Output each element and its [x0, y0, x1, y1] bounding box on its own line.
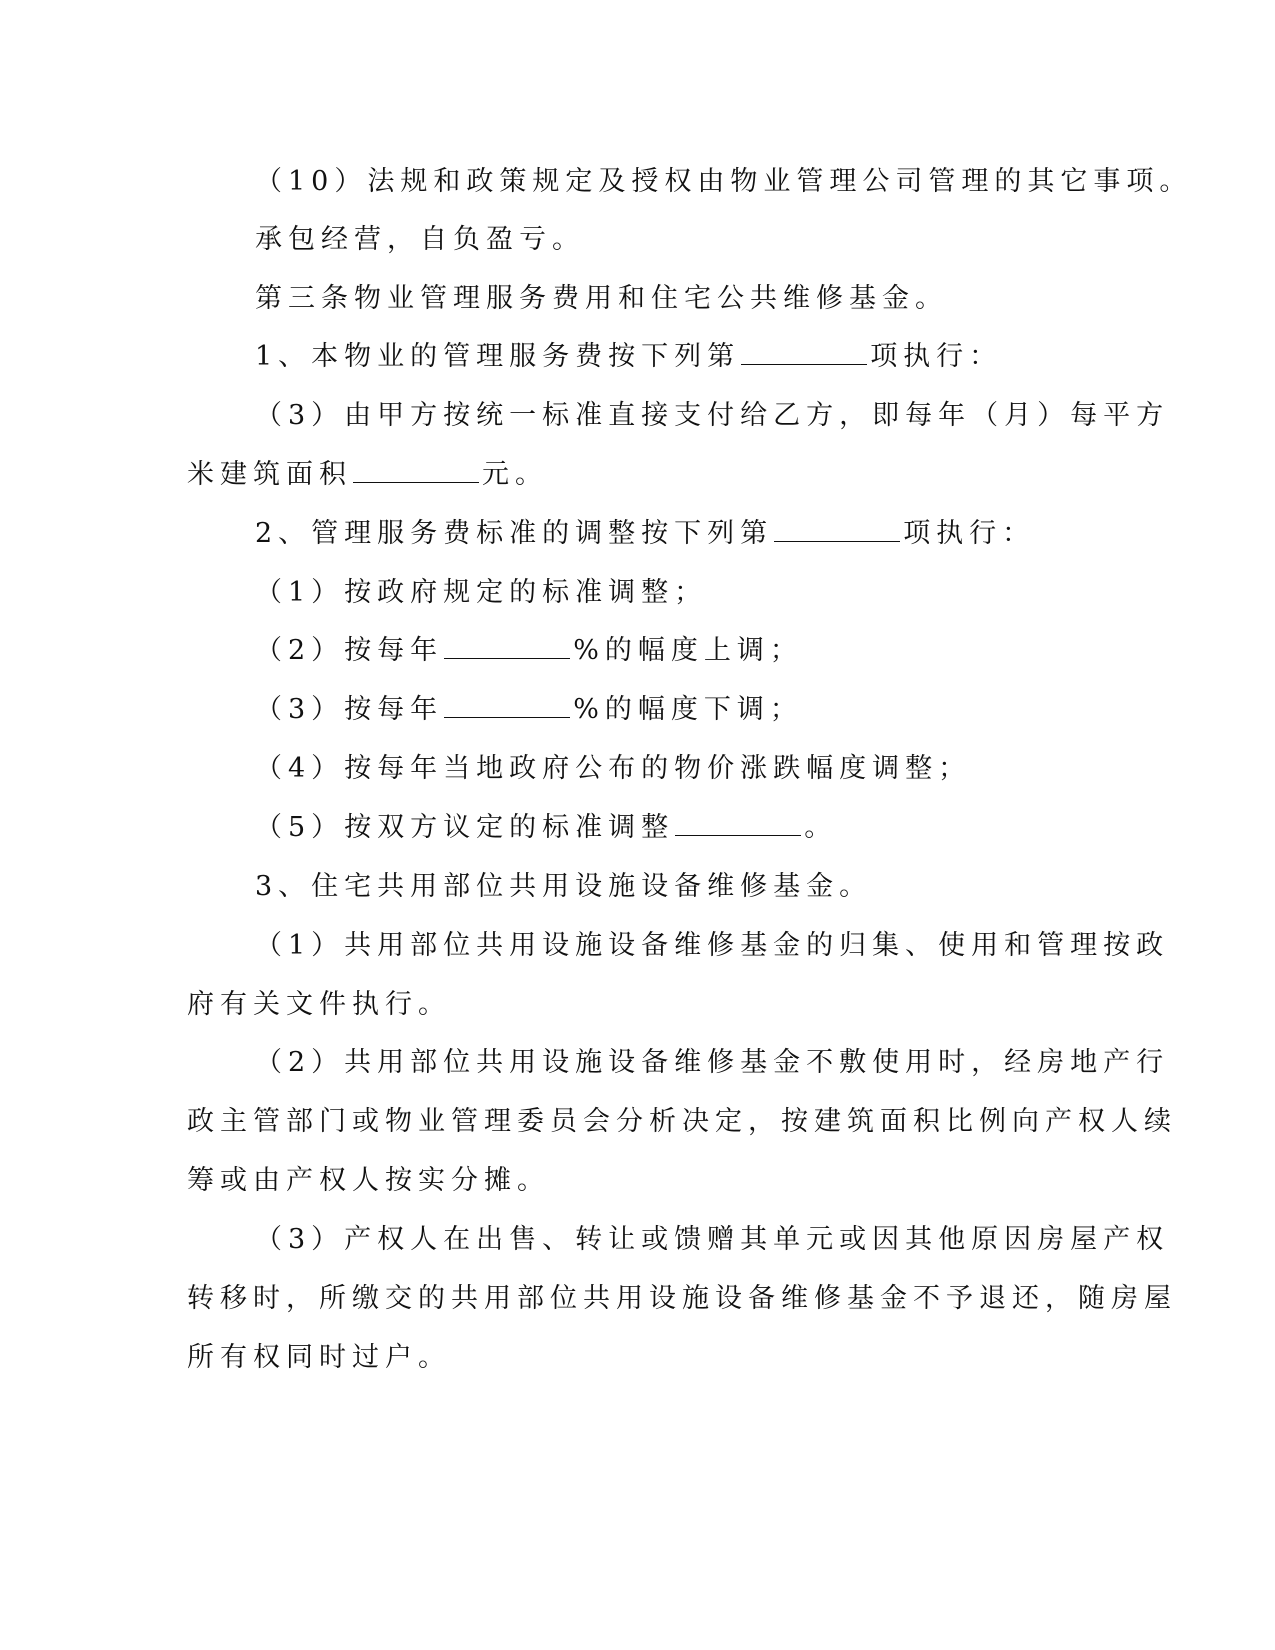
fund-option-3-continuation-2: 所有权同时过户。: [187, 1342, 451, 1373]
fill-in-blank[interactable]: [353, 460, 479, 483]
article-3-heading: 第三条物业管理服务费用和住宅公共维修基金。: [255, 283, 948, 314]
fill-in-blank[interactable]: [774, 519, 900, 542]
fund-option-2-continuation-2: 筹或由产权人按实分摊。: [187, 1165, 550, 1196]
adjust-option-4: （4）按每年当地政府公布的物价涨跌幅度调整；: [255, 753, 972, 784]
adjust-option-2: （2）按每年 %的幅度上调；: [255, 635, 803, 666]
adjust-option-5: （5）按双方议定的标准调整 。: [255, 812, 838, 843]
fill-in-blank[interactable]: [444, 695, 570, 718]
fund-option-3-text: （3）产权人在出售、转让或馈赠其单元或因其他原因房屋产权: [255, 1224, 1170, 1255]
fund-option-2-continuation: 政主管部门或物业管理委员会分析决定，按建筑面积比例向产权人续: [187, 1106, 1177, 1137]
fee-option-3-text: （3）由甲方按统一标准直接支付给乙方，即每年（月）每平方: [255, 400, 1170, 431]
fee-item-1: 1、本物业的管理服务费按下列第 项执行：: [255, 341, 1003, 372]
fund-option-1-text: （1）共用部位共用设施设备维修基金的归集、使用和管理按政: [255, 930, 1170, 961]
fund-option-1-continuation: 府有关文件执行。: [187, 989, 451, 1020]
fill-in-blank[interactable]: [675, 813, 801, 836]
fund-option-3-continuation: 转移时，所缴交的共用部位共用设施设备维修基金不予退还，随房屋: [187, 1283, 1177, 1314]
fee-item-2: 2、管理服务费标准的调整按下列第 项执行：: [255, 518, 1036, 549]
contract-mode-text: 承包经营，自负盈亏。: [255, 224, 585, 255]
clause-10-text: （10）法规和政策规定及授权由物业管理公司管理的其它事项。: [255, 166, 1193, 197]
fill-in-blank[interactable]: [444, 636, 570, 659]
fee-option-3-continuation: 米建筑面积 元。: [187, 459, 548, 490]
fund-item-3: 3、住宅共用部位共用设施设备维修基金。: [255, 871, 873, 902]
fill-in-blank[interactable]: [741, 342, 867, 365]
fund-option-2-text: （2）共用部位共用设施设备维修基金不敷使用时，经房地产行: [255, 1047, 1170, 1078]
adjust-option-1: （1）按政府规定的标准调整；: [255, 577, 708, 608]
adjust-option-3: （3）按每年 %的幅度下调；: [255, 694, 803, 725]
